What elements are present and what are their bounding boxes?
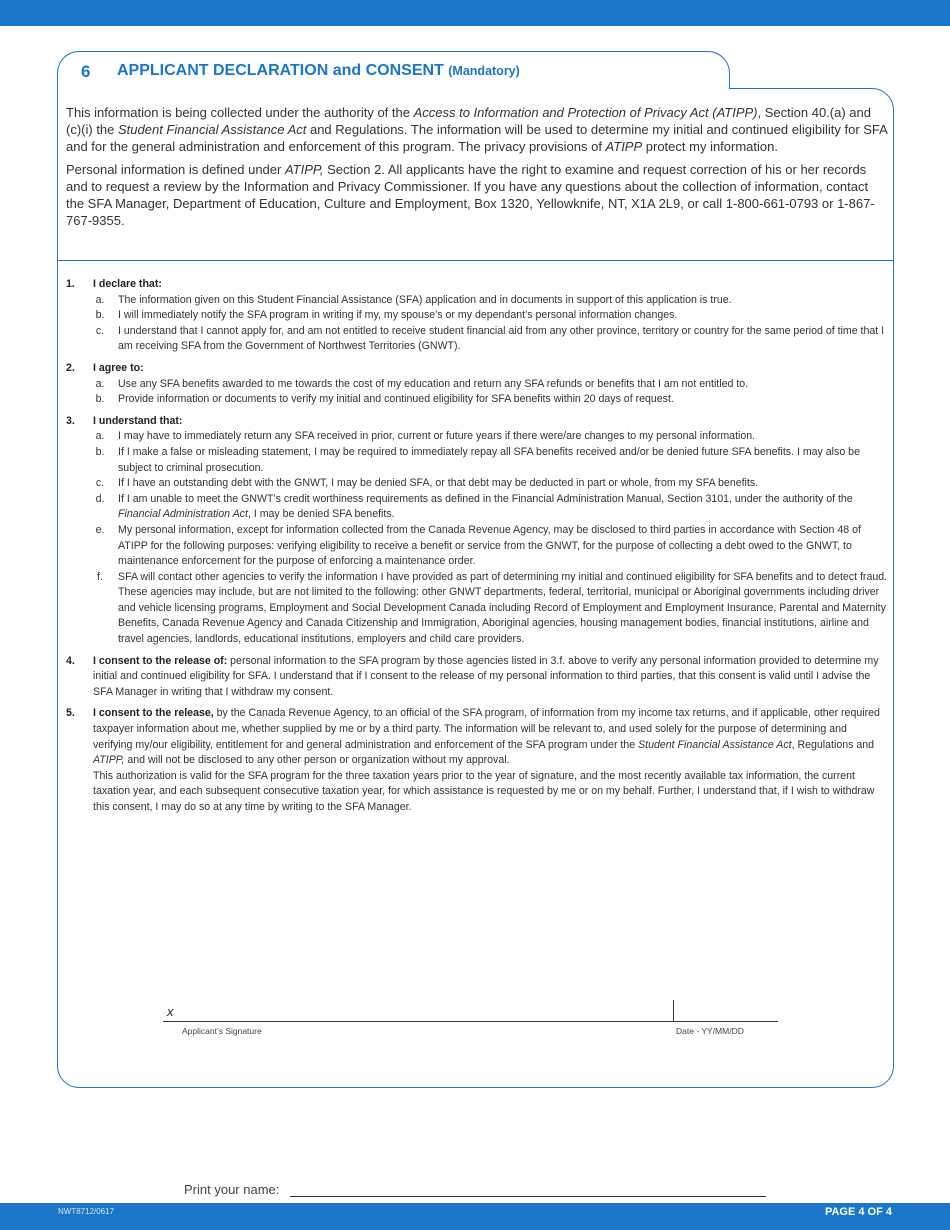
page-number: PAGE 4 OF 4 — [824, 1206, 892, 1218]
list-item: e. My personal information, except for information collected from the Canada Revenue Agency, may be disclosed to third parties in accordance with Section 48 of ATIPP for the following purposes: verifying eligibility to receive a benefit or service from the GNWT, for the purpose of collecting a debt owed to the GNWT, to maintenance enforcement for the purpose of enforcing a maintenance order. — [95, 523, 861, 568]
list-item: c. If I have an outstanding debt with the GNWT, I may be denied SFA, or that debt may be deducted in part or whole, from my SFA benefits. — [95, 477, 759, 490]
list-item: c. I understand that I cannot apply for, and am not entitled to receive student financial aid from any other province, territory or country for the same period of time that I am receiving SFA from the Government of Northwest Territories (GNWT). — [95, 324, 885, 353]
declaration-4-heading: I consent to the release of: — [93, 654, 228, 667]
applicant-signature-label: Applicant’s Signature — [182, 1026, 262, 1036]
top-banner — [0, 0, 950, 26]
form-code: NWT8712/0617 — [58, 1207, 115, 1216]
print-name-field[interactable] — [290, 1196, 766, 1197]
declaration-1-heading: I declare that: — [93, 278, 162, 290]
declaration-2: 2. I agree to: a. Use any SFA benefits awarded to me towards the cost of my education and return any SFA refunds or benefits that I am not entitled to. b. Provide information or documents to verify my initial and continued eligibility for SFA benefits within 20 days of request. — [66, 361, 888, 408]
declarations-list — [66, 277, 888, 822]
list-item: d. If I am unable to meet the GNWT’s credit worthiness requirements as defined in the Financial Administration Manual, Section 3101, under the authority of the Financial Administration Act, I may be denied SFA benefits. — [95, 492, 853, 521]
declaration-5-heading: I consent to the release, — [93, 707, 214, 720]
intro-paragraph-1: This information is being collected under the authority of the Access to Information and Protection of Privacy Act (ATIPP), Section 40.(a) and (c)(i) the Student Financial Assistance Act and Regulations. The information will be used to determine my initial and continued eligibility for SFA and for the general administration and enforcement of this program. The privacy provisions of ATIPP protect my information. — [66, 105, 888, 154]
section-title: APPLICANT DECLARATION and CONSENT (Mandatory) — [117, 62, 520, 79]
list-item: a. I may have to immediately return any SFA received in prior, current or future years if there were/are changes to my personal information. — [95, 430, 756, 443]
declaration-5-authorization: This authorization is valid for the SFA program for the three taxation years prior to the year of signature, and the most recently available tax information, the current taxation year, and each subsequent consecutive taxation year, for which assistance is requested by me or on my behalf. Further, I understand that, if I wish to withdraw this consent, I may do so at any time by writing to the SFA Manager. — [93, 769, 875, 813]
section-number: 6 — [81, 62, 91, 81]
declaration-3-heading: I understand that: — [93, 414, 183, 427]
list-item: b. I will immediately notify the SFA program in writing if my, my spouse’s or my dependant’s personal information changes. — [95, 309, 678, 322]
mandatory-label: (Mandatory) — [448, 64, 520, 78]
list-item: f. SFA will contact other agencies to verify the information I have provided as part of determining my initial and continued eligibility for SFA benefits and to detect fraud. These agencies may include, but are not limited to the following: other GNWT departments, federal, territorial, municipal or Aboriginal governments including driver and vehicle licensing programs, Employment and Social Development Canada including Record of Employment and Employment Insurance, Parental and Maternity Benefits, Canada Revenue Agency and Canada Citizenship and Immigration, Aboriginal agencies, housing management bodies, financial institutions, airline and travel agencies, landlords, educational institutions, employers and child care providers. — [97, 570, 888, 646]
bottom-banner — [0, 1203, 950, 1230]
list-item: a. The information given on this Student Financial Assistance (SFA) application and in documents in support of this application is true. — [95, 293, 732, 306]
declaration-3: 3. I understand that: a. I may have to immediately return any SFA received in prior, current or future years if there were/are changes to my personal information. b. If I make a false or misleading statement, I may be required to immediately repay all SFA benefits received and/or be denied future SFA benefits. I may also be subject to criminal prosecution. c. If I have an outstanding debt with the GNWT, I may be denied SFA, or that debt may be deducted in part or whole, from my SFA benefits. d. If I am unable to meet the GNWT’s credit worthiness requirements as defined in the Financial Administration Manual, Section 3101, under the authority of the Financial Administration Act, I may be denied SFA benefits. e. My personal information, except for information collected from the Canada Revenue Agency, may be disclosed to third parties in accordance with Section 48 of ATIPP for the following purposes: verifying eligibility to receive a benefit or service from the GNWT, for the purpose of collecting a debt owed to the GNWT, to maintenance enforcement for the purpose of enforcing a maintenance order. f. SFA will contact other agencies to verify the information I have provided as part of determining my initial and continued eligibility for SFA benefits and to detect fraud. These agencies may include, but are not limited to the following: other GNWT departments, federal, territorial, municipal or Aboriginal governments including driver and vehicle licensing programs, Employment and Social Development Canada including Record of Employment and Employment Insurance, Parental and Maternity Benefits, Canada Revenue Agency and Canada Citizenship and Immigration, Aboriginal agencies, housing management bodies, financial institutions, airline and travel agencies, landlords, educational institutions, employers and child care providers. — [66, 414, 888, 648]
signature-x-mark: x — [167, 1004, 174, 1019]
declaration-2-heading: I agree to: — [93, 361, 144, 374]
signature-field[interactable] — [163, 1021, 778, 1022]
declaration-5: 5. I consent to the release, by the Canada Revenue Agency, to an official of the SFA program, of information from my income tax returns, and if applicable, other required taxpayer information about me, whether supplied by me or by a third party. The information will be relevant to, and used solely for the purpose of determining and verifying my/our eligibility, entitlement for and general administration and enforcement of the SFA program under the Student Financial Assistance Act, Regulations and ATIPP, and will not be disclosed to any other person or organization without my approval. This authorization is valid for the SFA program for the three taxation years prior to the year of signature, and the most recently available tax information, the current taxation year, and each subsequent consecutive taxation year, for which assistance is requested by me or on my behalf. Further, I understand that, if I wish to withdraw this consent, I may do so at any time by writing to the SFA Manager. — [66, 706, 888, 815]
date-field-divider — [673, 1000, 674, 1021]
declaration-1: 1. I declare that: a. The information given on this Student Financial Assistance (SFA) application and in documents in support of this application is true. b. I will immediately notify the SFA program in writing if my, my spouse’s or my dependant’s personal information changes. c. I understand that I cannot apply for, and am not entitled to receive student financial aid from any other province, territory or country for the same period of time that I am receiving SFA from the Government of Northwest Territories (GNWT). — [66, 277, 888, 355]
list-item: a. Use any SFA benefits awarded to me towards the cost of my education and return any SFA refunds or benefits that I am not entitled to. — [95, 377, 749, 390]
date-label: Date - YY/MM/DD — [676, 1026, 744, 1036]
print-name-label: Print your name: — [184, 1182, 280, 1197]
privacy-intro — [66, 104, 888, 235]
declaration-4: 4. I consent to the release of: personal information to the SFA program by those agencies listed in 3.f. above to verify any personal information provided to determine my initial and continued eligibility for SFA. I understand that if I consent to the release of my personal information to third parties, that this consent is valid until I advise the SFA Manager in writing that I withdraw my consent. — [66, 654, 879, 698]
section-header-tab — [57, 51, 730, 89]
list-item: b. Provide information or documents to verify my initial and continued eligibility for SFA benefits within 20 days of request. — [95, 393, 674, 406]
list-item: b. If I make a false or misleading statement, I may be required to immediately repay all SFA benefits received and/or be denied future SFA benefits. I may also be subject to criminal prosecution. — [95, 445, 860, 474]
section-divider — [57, 260, 894, 261]
intro-paragraph-2: Personal information is defined under ATIPP, Section 2. All applicants have the right to examine and request correction of his or her records and to request a review by the Information and Privacy Commissioner. If you have any questions about the collection of information, contact the SFA Manager, Department of Education, Culture and Employment, Box 1320, Yellowknife, NT, X1A 2L9, or call 1-800-661-0793 or 1-867-767-9355. — [66, 162, 875, 228]
